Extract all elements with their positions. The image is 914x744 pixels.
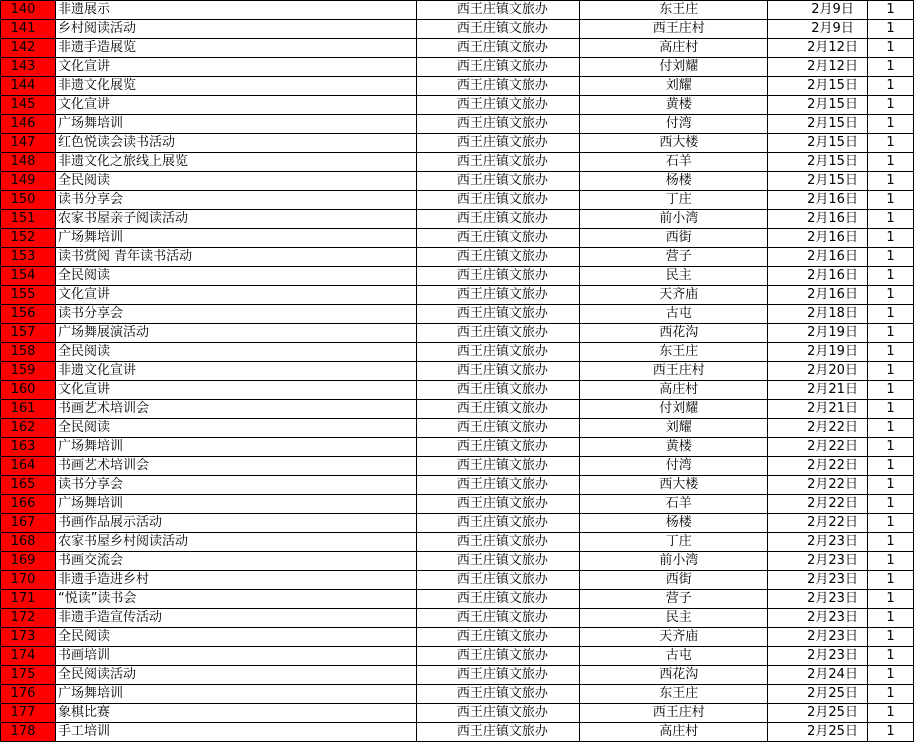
table-row (1, 514, 914, 533)
count-cell[interactable]: 1 (868, 438, 914, 457)
count-cell[interactable]: 1 (868, 647, 914, 666)
location-cell[interactable]: 杨楼 (580, 172, 768, 191)
location-cell[interactable]: 西王庄村 (580, 20, 768, 39)
organizer-cell[interactable]: 西王庄镇文旅办 (417, 343, 580, 362)
table-row (1, 58, 914, 77)
location-cell[interactable]: 石羊 (580, 495, 768, 514)
date-cell[interactable]: 2月22日 (768, 476, 868, 495)
activity-name-cell[interactable]: 广场舞展演活动 (55, 324, 417, 343)
organizer-cell[interactable]: 西王庄镇文旅办 (417, 39, 580, 58)
table-row (1, 210, 914, 229)
location-cell[interactable]: 高庄村 (580, 381, 768, 400)
date-cell[interactable]: 2月22日 (768, 438, 868, 457)
row-number-cell[interactable]: 177 (1, 704, 56, 723)
table-row (1, 590, 914, 609)
date-cell[interactable]: 2月25日 (768, 704, 868, 723)
organizer-cell[interactable]: 西王庄镇文旅办 (417, 476, 580, 495)
count-cell[interactable]: 1 (868, 77, 914, 96)
table-row (1, 1, 914, 20)
table-row (1, 77, 914, 96)
count-cell[interactable]: 1 (868, 666, 914, 685)
organizer-cell[interactable]: 西王庄镇文旅办 (417, 533, 580, 552)
table-row (1, 381, 914, 400)
row-number-cell[interactable]: 145 (1, 96, 56, 115)
organizer-cell[interactable]: 西王庄镇文旅办 (417, 96, 580, 115)
row-number-cell[interactable]: 175 (1, 666, 56, 685)
organizer-cell[interactable]: 西王庄镇文旅办 (417, 153, 580, 172)
table-row (1, 571, 914, 590)
count-cell[interactable]: 1 (868, 495, 914, 514)
organizer-cell[interactable]: 西王庄镇文旅办 (417, 438, 580, 457)
date-cell[interactable]: 2月25日 (768, 685, 868, 704)
row-number-cell[interactable]: 176 (1, 685, 56, 704)
location-cell[interactable]: 高庄村 (580, 39, 768, 58)
row-number-cell[interactable]: 147 (1, 134, 56, 153)
organizer-cell[interactable]: 西王庄镇文旅办 (417, 495, 580, 514)
location-cell[interactable]: 付湾 (580, 115, 768, 134)
row-number-cell[interactable]: 156 (1, 305, 56, 324)
table-row (1, 438, 914, 457)
activity-name-cell[interactable]: 读书赏阅 青年读书活动 (55, 248, 417, 267)
location-cell[interactable]: 西大楼 (580, 476, 768, 495)
organizer-cell[interactable]: 西王庄镇文旅办 (417, 267, 580, 286)
date-cell[interactable]: 2月22日 (768, 457, 868, 476)
organizer-cell[interactable]: 西王庄镇文旅办 (417, 210, 580, 229)
count-cell[interactable]: 1 (868, 210, 914, 229)
location-cell[interactable]: 天齐庙 (580, 628, 768, 647)
date-cell[interactable]: 2月19日 (768, 343, 868, 362)
count-cell[interactable]: 1 (868, 590, 914, 609)
date-cell[interactable]: 2月16日 (768, 267, 868, 286)
row-number-cell[interactable]: 160 (1, 381, 56, 400)
activity-name-cell[interactable]: 全民阅读 (55, 419, 417, 438)
count-cell[interactable]: 1 (868, 457, 914, 476)
activity-name-cell[interactable]: 非遗文化展览 (55, 77, 417, 96)
location-cell[interactable]: 杨楼 (580, 514, 768, 533)
organizer-cell[interactable]: 西王庄镇文旅办 (417, 628, 580, 647)
location-cell[interactable]: 古屯 (580, 305, 768, 324)
activity-name-cell[interactable]: 文化宣讲 (55, 381, 417, 400)
row-number-cell[interactable]: 162 (1, 419, 56, 438)
row-number-cell[interactable]: 171 (1, 590, 56, 609)
date-cell[interactable]: 2月21日 (768, 381, 868, 400)
location-cell[interactable]: 高庄村 (580, 723, 768, 742)
table-row (1, 39, 914, 58)
row-number-cell[interactable]: 166 (1, 495, 56, 514)
row-number-cell[interactable]: 143 (1, 58, 56, 77)
count-cell[interactable]: 1 (868, 704, 914, 723)
count-cell[interactable]: 1 (868, 134, 914, 153)
activity-name-cell[interactable]: 非遗文化之旅线上展览 (55, 153, 417, 172)
date-cell[interactable]: 2月23日 (768, 590, 868, 609)
count-cell[interactable]: 1 (868, 229, 914, 248)
organizer-cell[interactable]: 西王庄镇文旅办 (417, 115, 580, 134)
table-row (1, 267, 914, 286)
table-row (1, 248, 914, 267)
organizer-cell[interactable]: 西王庄镇文旅办 (417, 400, 580, 419)
location-cell[interactable]: 天齐庙 (580, 286, 768, 305)
activity-name-cell[interactable]: 读书分享会 (55, 476, 417, 495)
location-cell[interactable]: 付湾 (580, 457, 768, 476)
organizer-cell[interactable]: 西王庄镇文旅办 (417, 324, 580, 343)
organizer-cell[interactable]: 西王庄镇文旅办 (417, 666, 580, 685)
location-cell[interactable]: 东王庄 (580, 685, 768, 704)
table-row (1, 362, 914, 381)
organizer-cell[interactable]: 西王庄镇文旅办 (417, 704, 580, 723)
activity-name-cell[interactable]: 广场舞培训 (55, 229, 417, 248)
date-cell[interactable]: 2月21日 (768, 400, 868, 419)
count-cell[interactable]: 1 (868, 533, 914, 552)
location-cell[interactable]: 东王庄 (580, 343, 768, 362)
count-cell[interactable]: 1 (868, 362, 914, 381)
row-number-cell[interactable]: 157 (1, 324, 56, 343)
organizer-cell[interactable]: 西王庄镇文旅办 (417, 191, 580, 210)
table-row (1, 533, 914, 552)
table-row (1, 134, 914, 153)
activity-name-cell[interactable]: 广场舞培训 (55, 685, 417, 704)
table-row (1, 609, 914, 628)
location-cell[interactable]: 民主 (580, 609, 768, 628)
activity-name-cell[interactable]: 全民阅读 (55, 172, 417, 191)
table-row (1, 96, 914, 115)
row-number-cell[interactable]: 155 (1, 286, 56, 305)
organizer-cell[interactable]: 西王庄镇文旅办 (417, 20, 580, 39)
table-row (1, 476, 914, 495)
table-row (1, 495, 914, 514)
date-cell[interactable]: 2月16日 (768, 191, 868, 210)
date-cell[interactable]: 2月18日 (768, 305, 868, 324)
date-cell[interactable]: 2月23日 (768, 647, 868, 666)
count-cell[interactable]: 1 (868, 628, 914, 647)
count-cell[interactable]: 1 (868, 343, 914, 362)
activity-name-cell[interactable]: 象棋比赛 (55, 704, 417, 723)
row-number-cell[interactable]: 152 (1, 229, 56, 248)
activity-name-cell[interactable]: 文化宣讲 (55, 286, 417, 305)
activity-name-cell[interactable]: 非遗手造进乡村 (55, 571, 417, 590)
organizer-cell[interactable]: 西王庄镇文旅办 (417, 77, 580, 96)
row-number-cell[interactable]: 142 (1, 39, 56, 58)
date-cell[interactable]: 2月15日 (768, 77, 868, 96)
location-cell[interactable]: 刘耀 (580, 419, 768, 438)
location-cell[interactable]: 刘耀 (580, 77, 768, 96)
table-row (1, 723, 914, 742)
activity-name-cell[interactable]: 乡村阅读活动 (55, 20, 417, 39)
location-cell[interactable]: 付刘耀 (580, 400, 768, 419)
date-cell[interactable]: 2月22日 (768, 419, 868, 438)
activity-name-cell[interactable]: 全民阅读 (55, 628, 417, 647)
date-cell[interactable]: 2月15日 (768, 153, 868, 172)
location-cell[interactable]: 黄楼 (580, 96, 768, 115)
date-cell[interactable]: 2月23日 (768, 533, 868, 552)
activity-name-cell[interactable]: 书画交流会 (55, 552, 417, 571)
count-cell[interactable]: 1 (868, 191, 914, 210)
organizer-cell[interactable]: 西王庄镇文旅办 (417, 58, 580, 77)
activity-name-cell[interactable]: 读书分享会 (55, 191, 417, 210)
table-row (1, 628, 914, 647)
count-cell[interactable]: 1 (868, 1, 914, 20)
organizer-cell[interactable]: 西王庄镇文旅办 (417, 362, 580, 381)
activity-name-cell[interactable]: “悦读”读书会 (55, 590, 417, 609)
row-number-cell[interactable]: 148 (1, 153, 56, 172)
row-number-cell[interactable]: 163 (1, 438, 56, 457)
count-cell[interactable]: 1 (868, 685, 914, 704)
count-cell[interactable]: 1 (868, 96, 914, 115)
organizer-cell[interactable]: 西王庄镇文旅办 (417, 381, 580, 400)
table-row (1, 115, 914, 134)
date-cell[interactable]: 2月16日 (768, 248, 868, 267)
organizer-cell[interactable]: 西王庄镇文旅办 (417, 457, 580, 476)
organizer-cell[interactable]: 西王庄镇文旅办 (417, 571, 580, 590)
organizer-cell[interactable]: 西王庄镇文旅办 (417, 305, 580, 324)
location-cell[interactable]: 古屯 (580, 647, 768, 666)
location-cell[interactable]: 民主 (580, 267, 768, 286)
date-cell[interactable]: 2月20日 (768, 362, 868, 381)
row-number-cell[interactable]: 174 (1, 647, 56, 666)
count-cell[interactable]: 1 (868, 115, 914, 134)
date-cell[interactable]: 2月19日 (768, 324, 868, 343)
date-cell[interactable]: 2月16日 (768, 286, 868, 305)
activity-name-cell[interactable]: 广场舞培训 (55, 438, 417, 457)
count-cell[interactable]: 1 (868, 514, 914, 533)
table-row (1, 343, 914, 362)
row-number-cell[interactable]: 149 (1, 172, 56, 191)
activity-name-cell[interactable]: 文化宣讲 (55, 58, 417, 77)
count-cell[interactable]: 1 (868, 476, 914, 495)
row-number-cell[interactable]: 159 (1, 362, 56, 381)
date-cell[interactable]: 2月16日 (768, 229, 868, 248)
date-cell[interactable]: 2月12日 (768, 39, 868, 58)
activity-name-cell[interactable]: 非遗展示 (55, 1, 417, 20)
table-row (1, 704, 914, 723)
row-number-cell[interactable]: 168 (1, 533, 56, 552)
organizer-cell[interactable]: 西王庄镇文旅办 (417, 172, 580, 191)
activity-name-cell[interactable]: 广场舞培训 (55, 495, 417, 514)
count-cell[interactable]: 1 (868, 286, 914, 305)
activity-name-cell[interactable]: 书画艺术培训会 (55, 400, 417, 419)
activity-name-cell[interactable]: 书画作品展示活动 (55, 514, 417, 533)
activity-name-cell[interactable]: 非遗文化宣讲 (55, 362, 417, 381)
activity-name-cell[interactable]: 农家书屋亲子阅读活动 (55, 210, 417, 229)
organizer-cell[interactable]: 西王庄镇文旅办 (417, 419, 580, 438)
count-cell[interactable]: 1 (868, 324, 914, 343)
table-row (1, 153, 914, 172)
row-number-cell[interactable]: 169 (1, 552, 56, 571)
activity-name-cell[interactable]: 全民阅读活动 (55, 666, 417, 685)
row-number-cell[interactable]: 151 (1, 210, 56, 229)
organizer-cell[interactable]: 西王庄镇文旅办 (417, 514, 580, 533)
location-cell[interactable]: 西王庄村 (580, 362, 768, 381)
organizer-cell[interactable]: 西王庄镇文旅办 (417, 229, 580, 248)
organizer-cell[interactable]: 西王庄镇文旅办 (417, 590, 580, 609)
activity-name-cell[interactable]: 书画艺术培训会 (55, 457, 417, 476)
activity-name-cell[interactable]: 全民阅读 (55, 267, 417, 286)
row-number-cell[interactable]: 146 (1, 115, 56, 134)
table-row (1, 172, 914, 191)
table-row (1, 457, 914, 476)
organizer-cell[interactable]: 西王庄镇文旅办 (417, 685, 580, 704)
count-cell[interactable]: 1 (868, 153, 914, 172)
row-number-cell[interactable]: 173 (1, 628, 56, 647)
row-number-cell[interactable]: 153 (1, 248, 56, 267)
location-cell[interactable]: 付刘耀 (580, 58, 768, 77)
date-cell[interactable]: 2月15日 (768, 115, 868, 134)
table-row (1, 286, 914, 305)
date-cell[interactable]: 2月16日 (768, 210, 868, 229)
date-cell[interactable]: 2月24日 (768, 666, 868, 685)
organizer-cell[interactable]: 西王庄镇文旅办 (417, 609, 580, 628)
activity-name-cell[interactable]: 非遗手造展览 (55, 39, 417, 58)
location-cell[interactable]: 西花沟 (580, 666, 768, 685)
row-number-cell[interactable]: 170 (1, 571, 56, 590)
date-cell[interactable]: 2月9日 (768, 20, 868, 39)
date-cell[interactable]: 2月22日 (768, 495, 868, 514)
organizer-cell[interactable]: 西王庄镇文旅办 (417, 552, 580, 571)
activity-name-cell[interactable]: 广场舞培训 (55, 115, 417, 134)
count-cell[interactable]: 1 (868, 552, 914, 571)
table-row (1, 20, 914, 39)
count-cell[interactable]: 1 (868, 172, 914, 191)
activity-name-cell[interactable]: 书画培训 (55, 647, 417, 666)
row-number-cell[interactable]: 150 (1, 191, 56, 210)
location-cell[interactable]: 前小湾 (580, 552, 768, 571)
location-cell[interactable]: 西花沟 (580, 324, 768, 343)
row-number-cell[interactable]: 172 (1, 609, 56, 628)
date-cell[interactable]: 2月15日 (768, 96, 868, 115)
location-cell[interactable]: 前小湾 (580, 210, 768, 229)
row-number-cell[interactable]: 141 (1, 20, 56, 39)
table-row (1, 419, 914, 438)
location-cell[interactable]: 丁庄 (580, 191, 768, 210)
count-cell[interactable]: 1 (868, 381, 914, 400)
count-cell[interactable]: 1 (868, 267, 914, 286)
count-cell[interactable]: 1 (868, 20, 914, 39)
location-cell[interactable]: 西大楼 (580, 134, 768, 153)
table-row (1, 229, 914, 248)
date-cell[interactable]: 2月22日 (768, 514, 868, 533)
table-row (1, 324, 914, 343)
organizer-cell[interactable]: 西王庄镇文旅办 (417, 1, 580, 20)
date-cell[interactable]: 2月23日 (768, 628, 868, 647)
date-cell[interactable]: 2月9日 (768, 1, 868, 20)
table-row (1, 400, 914, 419)
row-number-cell[interactable]: 164 (1, 457, 56, 476)
count-cell[interactable]: 1 (868, 609, 914, 628)
location-cell[interactable]: 西街 (580, 229, 768, 248)
activity-name-cell[interactable]: 文化宣讲 (55, 96, 417, 115)
activity-name-cell[interactable]: 红色悦读会读书活动 (55, 134, 417, 153)
date-cell[interactable]: 2月12日 (768, 58, 868, 77)
activity-name-cell[interactable]: 全民阅读 (55, 343, 417, 362)
row-number-cell[interactable]: 144 (1, 77, 56, 96)
organizer-cell[interactable]: 西王庄镇文旅办 (417, 248, 580, 267)
count-cell[interactable]: 1 (868, 39, 914, 58)
date-cell[interactable]: 2月23日 (768, 609, 868, 628)
location-cell[interactable]: 西王庄村 (580, 704, 768, 723)
table-row (1, 305, 914, 324)
organizer-cell[interactable]: 西王庄镇文旅办 (417, 134, 580, 153)
organizer-cell[interactable]: 西王庄镇文旅办 (417, 647, 580, 666)
date-cell[interactable]: 2月15日 (768, 172, 868, 191)
row-number-cell[interactable]: 165 (1, 476, 56, 495)
count-cell[interactable]: 1 (868, 248, 914, 267)
organizer-cell[interactable]: 西王庄镇文旅办 (417, 723, 580, 742)
count-cell[interactable]: 1 (868, 400, 914, 419)
location-cell[interactable]: 丁庄 (580, 533, 768, 552)
row-number-cell[interactable]: 167 (1, 514, 56, 533)
table-row (1, 666, 914, 685)
location-cell[interactable]: 石羊 (580, 153, 768, 172)
location-cell[interactable]: 营子 (580, 248, 768, 267)
activity-name-cell[interactable]: 手工培训 (55, 723, 417, 742)
row-number-cell[interactable]: 158 (1, 343, 56, 362)
date-cell[interactable]: 2月25日 (768, 723, 868, 742)
table-row (1, 191, 914, 210)
date-cell[interactable]: 2月23日 (768, 552, 868, 571)
organizer-cell[interactable]: 西王庄镇文旅办 (417, 286, 580, 305)
location-cell[interactable]: 东王庄 (580, 1, 768, 20)
count-cell[interactable]: 1 (868, 305, 914, 324)
location-cell[interactable]: 营子 (580, 590, 768, 609)
activity-name-cell[interactable]: 农家书屋乡村阅读活动 (55, 533, 417, 552)
date-cell[interactable]: 2月23日 (768, 571, 868, 590)
count-cell[interactable]: 1 (868, 419, 914, 438)
row-number-cell[interactable]: 178 (1, 723, 56, 742)
row-number-cell[interactable]: 161 (1, 400, 56, 419)
count-cell[interactable]: 1 (868, 571, 914, 590)
table-row (1, 647, 914, 666)
activity-name-cell[interactable]: 读书分享会 (55, 305, 417, 324)
row-number-cell[interactable]: 154 (1, 267, 56, 286)
date-cell[interactable]: 2月15日 (768, 134, 868, 153)
table-body (1, 1, 914, 742)
row-number-cell[interactable]: 140 (1, 1, 56, 20)
location-cell[interactable]: 西街 (580, 571, 768, 590)
location-cell[interactable]: 黄楼 (580, 438, 768, 457)
table-row (1, 685, 914, 704)
count-cell[interactable]: 1 (868, 723, 914, 742)
activity-name-cell[interactable]: 非遗手造宣传活动 (55, 609, 417, 628)
table-row (1, 552, 914, 571)
count-cell[interactable]: 1 (868, 58, 914, 77)
